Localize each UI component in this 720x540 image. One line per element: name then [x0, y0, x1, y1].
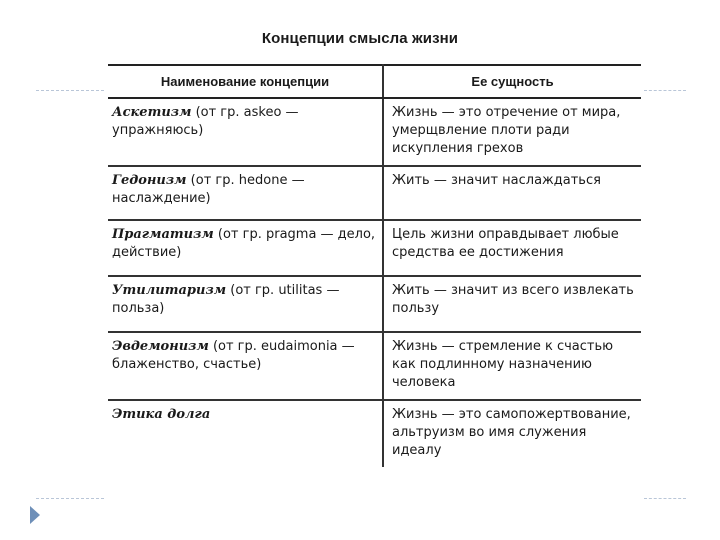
concept-name-cell [108, 276, 383, 332]
concept-name-cell [108, 400, 383, 467]
concept-term: Гедонизм [112, 173, 187, 188]
concept-essence: Цель жизни оправдывает любые средства ее достижения [383, 220, 641, 276]
decorative-dashed-line-top-right [644, 90, 686, 91]
table-row [108, 332, 641, 400]
decorative-dashed-line-bottom-left [36, 498, 104, 499]
concept-origin: (от гр. hedone — наслаждение) [112, 173, 305, 206]
table-row [108, 166, 641, 220]
decorative-dashed-line-top-left [36, 90, 104, 91]
table-row [108, 98, 641, 166]
table-row [108, 220, 641, 276]
slide-bullet-arrow-icon [30, 506, 40, 524]
concept-origin: (от гр. askeo — упражняюсь) [112, 105, 299, 138]
concept-origin: (от гр. eudaimonia — блаженство, счастье) [112, 339, 355, 372]
concept-essence: Жить — значит из всего извлекать пользу [383, 276, 641, 332]
page-title: Концепции смысла жизни [261, 30, 459, 47]
concept-essence: Жизнь — стремление к счастью как подлинному назначению человека [383, 332, 641, 400]
concept-name-cell [108, 220, 383, 276]
concept-name-cell [108, 166, 383, 220]
concept-origin: (от гр. utilitas — польза) [112, 283, 340, 316]
concept-origin: (от гр. pragma — дело, действие) [112, 227, 376, 260]
column-header-name: Наименование концепции [108, 65, 383, 98]
concept-name-cell [108, 332, 383, 400]
concept-name-cell [108, 98, 383, 166]
concept-essence: Жизнь — это отречение от мира, умерщвление плоти ради искупления грехов [383, 98, 641, 166]
concept-term: Аскетизм [112, 105, 192, 120]
concept-essence: Жить — значит наслаждаться [383, 166, 641, 220]
concept-term: Эвдемонизм [112, 339, 209, 354]
column-header-essence: Ее сущность [383, 65, 641, 98]
table-row [108, 276, 641, 332]
concepts-table [108, 64, 641, 467]
concept-term: Прагматизм [112, 227, 214, 242]
concept-essence: Жизнь — это самопожертвование, альтруизм во имя служения идеалу [392, 407, 631, 458]
table-header-row [108, 65, 641, 98]
concept-term: Утилитаризм [112, 283, 227, 298]
concept-term: Этика долга [112, 407, 211, 422]
table-row [108, 400, 641, 467]
decorative-dashed-line-bottom-right [644, 498, 686, 499]
